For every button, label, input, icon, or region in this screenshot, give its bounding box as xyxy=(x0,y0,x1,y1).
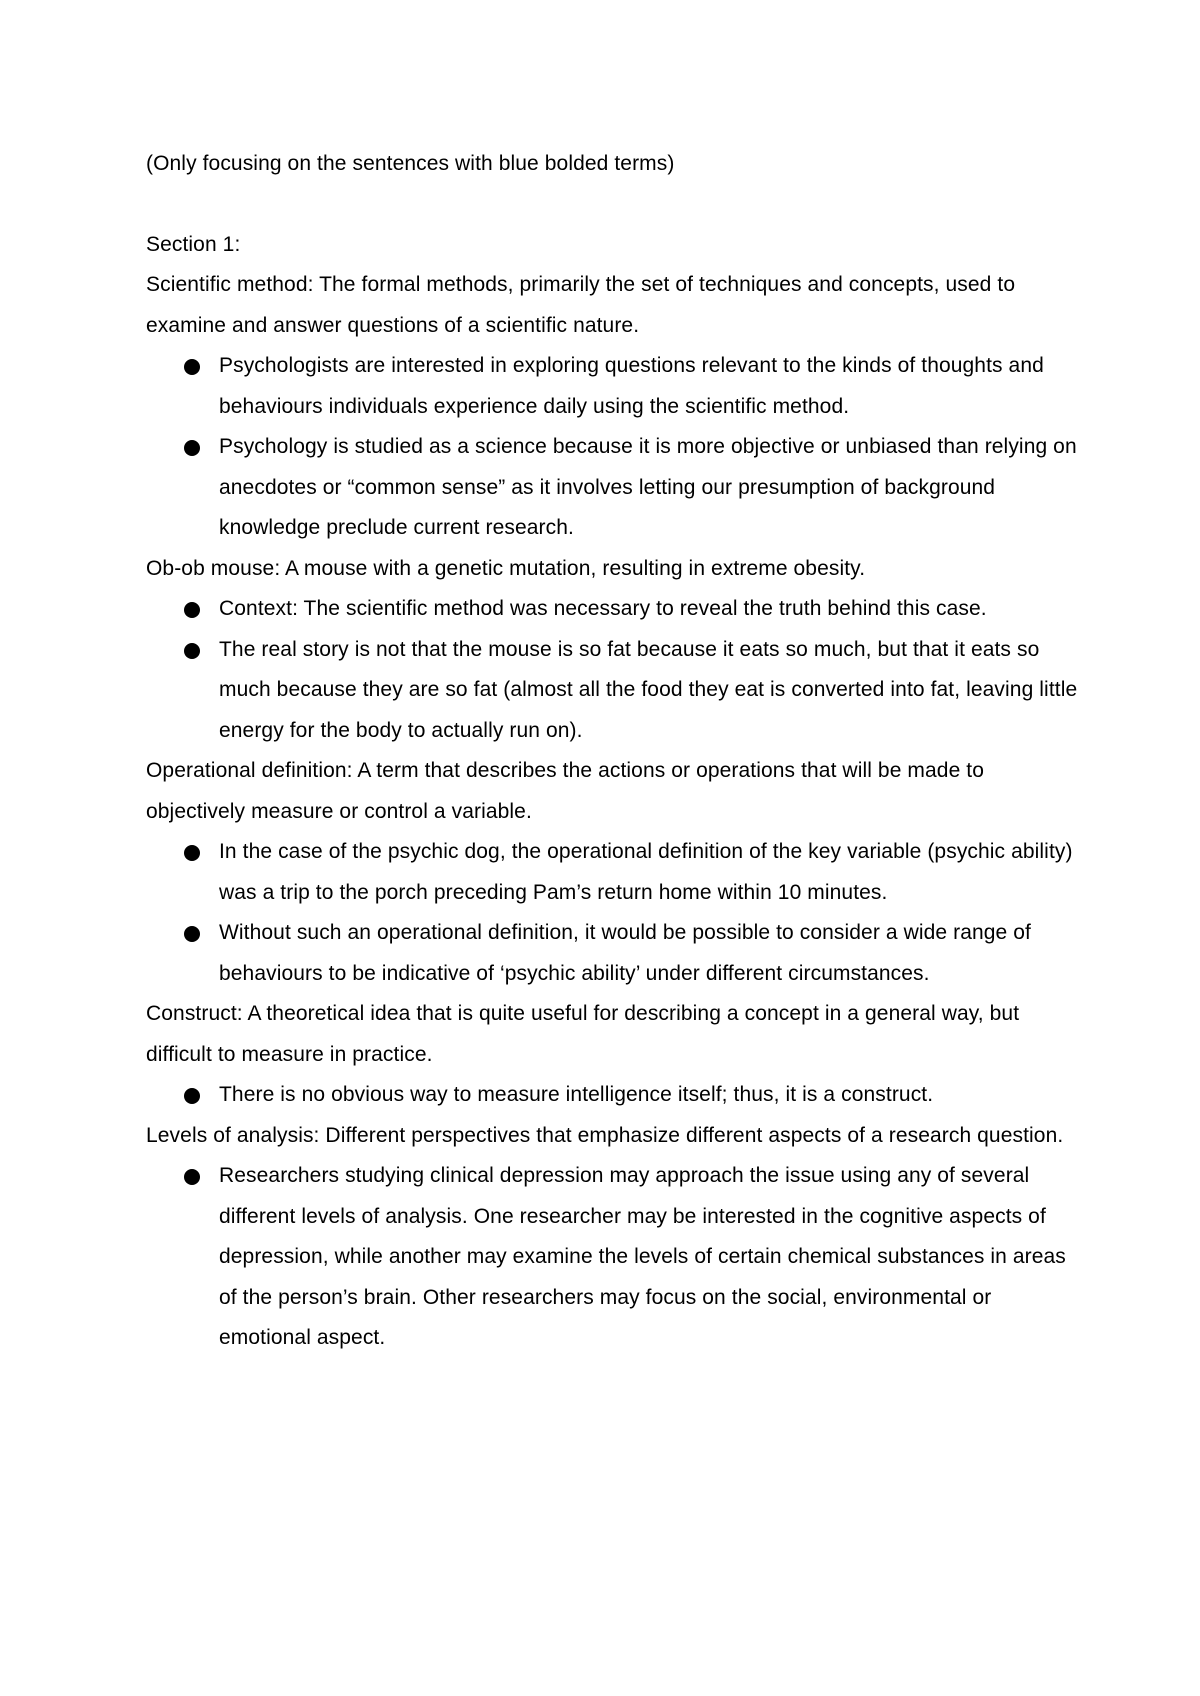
bullet-text: Psychologists are interested in exploring questions relevant to the kinds of thoughts and behaviours individuals experience daily using the scientific method. xyxy=(219,354,1044,418)
bullet-item xyxy=(146,427,1086,549)
document-body xyxy=(146,144,1086,1359)
intro-note: (Only focusing on the sentences with blue bolded terms) xyxy=(146,152,675,175)
bullet-icon xyxy=(184,926,200,942)
entry-construct xyxy=(146,994,1086,1116)
bullet-item xyxy=(146,1156,1086,1359)
bullet-text: There is no obvious way to measure intelligence itself; thus, it is a construct. xyxy=(219,1083,934,1106)
bullet-text: Context: The scientific method was necessary to reveal the truth behind this case. xyxy=(219,597,987,620)
bullet-text: The real story is not that the mouse is so fat because it eats so much, but that it eats so much because they are so fat (almost all the food they eat is converted into fat, leaving little energy for the body to actually run on). xyxy=(219,637,1078,742)
definition: Operational definition: A term that describes the actions or operations that will be made to objectively measure or control a variable. xyxy=(146,759,985,823)
bullet-list xyxy=(146,346,1086,549)
bullet-icon xyxy=(184,845,200,861)
definition: Ob-ob mouse: A mouse with a genetic mutation, resulting in extreme obesity. xyxy=(146,556,866,580)
definition: Construct: A theoretical idea that is quite useful for describing a concept in a general way, but difficult to measure in practice. xyxy=(146,1002,1020,1066)
spacer xyxy=(146,185,1086,225)
bullet-text: Researchers studying clinical depression may approach the issue using any of several different levels of analysis. One researcher may be interested in the cognitive aspects of depression, while another may examine the levels of certain chemical substances in areas of the person’s brain. Other researchers may focus on the social, environmental or emotional aspect. xyxy=(219,1164,1066,1349)
bullet-item xyxy=(146,346,1086,427)
bullet-icon xyxy=(184,1169,200,1185)
bullet-icon xyxy=(184,440,200,456)
definition: Levels of analysis: Different perspectives that emphasize different aspects of a research question. xyxy=(146,1123,1064,1147)
bullet-icon xyxy=(184,602,200,618)
bullet-list xyxy=(146,589,1086,751)
bullet-list xyxy=(146,1075,1086,1116)
bullet-list xyxy=(146,832,1086,994)
entry-operational-definition xyxy=(146,751,1086,994)
section-heading: Section 1: xyxy=(146,232,241,256)
entry-levels-of-analysis xyxy=(146,1116,1086,1359)
bullet-item xyxy=(146,832,1086,913)
bullet-list xyxy=(146,1156,1086,1359)
bullet-text: In the case of the psychic dog, the operational definition of the key variable (psychic ability) was a trip to the porch preceding Pam’s return home within 10 minutes. xyxy=(219,840,1073,904)
bullet-icon xyxy=(184,643,200,659)
bullet-text: Psychology is studied as a science because it is more objective or unbiased than relying on anecdotes or “common sense” as it involves letting our presumption of background knowledge preclude current research. xyxy=(219,435,1077,539)
definition: Scientific method: The formal methods, primarily the set of techniques and concepts, used to examine and answer questions of a scientific nature. xyxy=(146,273,1016,337)
bullet-icon xyxy=(184,359,200,375)
bullet-item xyxy=(146,630,1086,752)
bullet-item xyxy=(146,589,1086,630)
bullet-text: Without such an operational definition, it would be possible to consider a wide range of behaviours to be indicative of ‘psychic ability’ under different circumstances. xyxy=(219,921,1031,985)
bullet-icon xyxy=(184,1088,200,1104)
entry-scientific-method xyxy=(146,265,1086,549)
bullet-item xyxy=(146,913,1086,994)
entry-ob-ob-mouse xyxy=(146,549,1086,752)
bullet-item xyxy=(146,1075,1086,1116)
